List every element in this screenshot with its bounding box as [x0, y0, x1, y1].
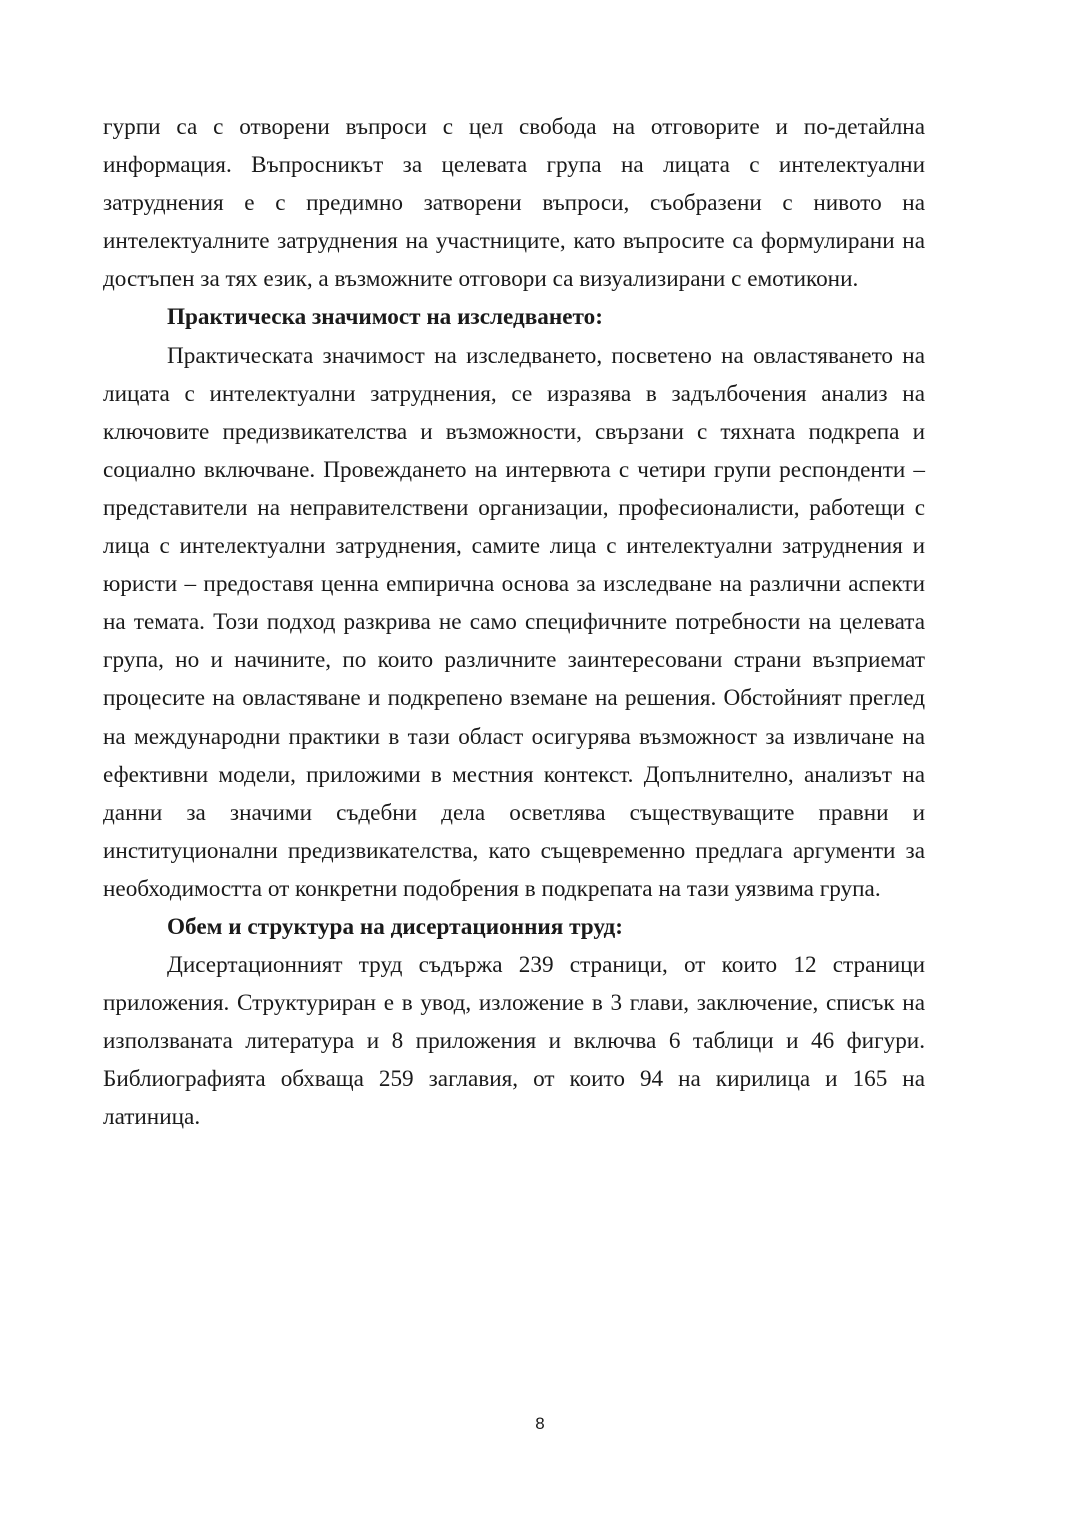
paragraph-methodology: гурпи са с отворени въпроси с цел свобода на отговорите и по-детайлна информация. Въпросникът за целевата група на лицата с интелектуални затруднения е с предимно затворени въпроси, съобразени с нивото на интелектуалните затруднения на участниците, като въпросите са формулирани на достъпен за тях език, а възможните отговори са визуализирани с емотикони. — [103, 114, 925, 293]
paragraph-practical-significance: Практическата значимост на изследването, посветено на овластяването на лицата с интелектуални затруднения, се изразява в задълбочения анализ на ключовите предизвикателства и възможности, свързани с тяхната подкрепа и социално включване. Провеждането на интервюта с четири групи респонденти – представители на неправителствени организации, професионалисти, работещи с лица с интелектуални затруднения, самите лица с интелектуални затруднения и юристи – предоставя ценна емпирична основа за изследване на различни аспекти на темата. Този подход разкрива не само специфичните потребности на целевата група, но и начините, по които различните заинтересовани страни възприемат процесите на овластяване и подкрепено вземане на решения. Обстойният преглед на международни практики в тази област осигурява възможност за извличане на ефективни модели, приложими в местния контекст. Допълнително, анализът на данни за значими съдебни дела осветлява съществуващите правни и институционални предизвикателства, като същевременно предлага аргументи за необходимостта от конкретни подобрения в подкрепата на тази уязвима група. — [103, 342, 925, 902]
heading-volume-structure: Обем и структура на дисертационния труд: — [167, 913, 623, 940]
document-page — [103, 108, 925, 1137]
heading-practical-significance: Практическа значимост на изследването: — [167, 304, 603, 331]
paragraph-volume-structure: Дисертационният труд съдържа 239 страници, от които 12 страници приложения. Структуриран е в увод, изложение в 3 глави, заключение, списък на използваната литература и 8 приложения и включва 6 таблици и 46 фигури. Библиографията обхваща 259 заглавия, от които 94 на кирилица и 165 на латиница. — [103, 952, 925, 1131]
page-number: 8 — [535, 1414, 545, 1433]
